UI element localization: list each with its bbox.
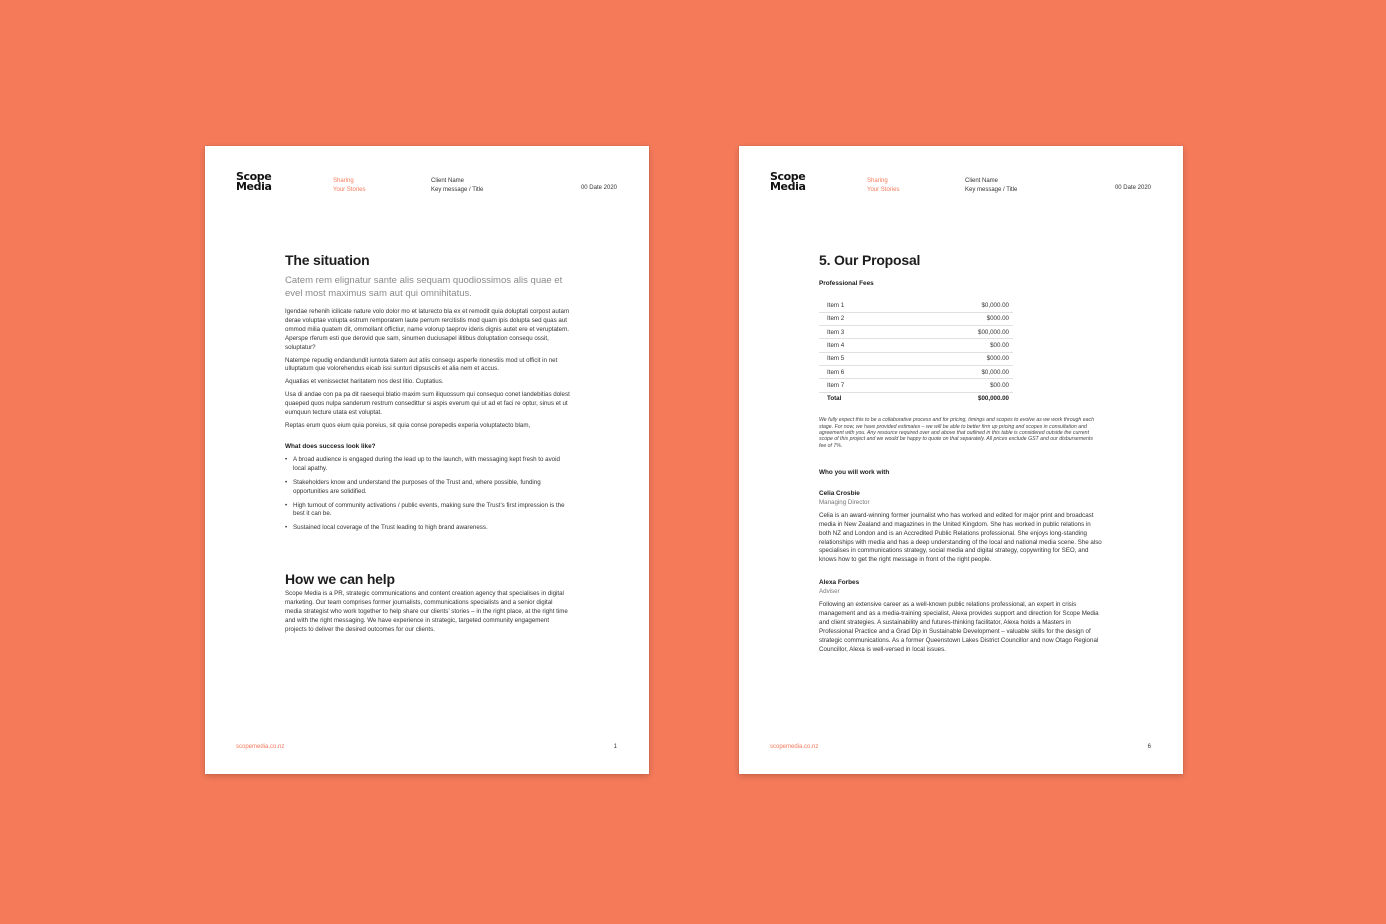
person-role: Managing Director bbox=[819, 498, 870, 506]
situation-section bbox=[285, 252, 570, 538]
list-item: • High turnout of community activations / public events, making sure the Trust’s first impression is the best it can be. bbox=[285, 502, 570, 520]
page-number: 1 bbox=[613, 744, 617, 750]
tagline: Sharing Your Stories bbox=[867, 178, 900, 193]
client-info bbox=[965, 177, 1017, 194]
document-page-left bbox=[205, 146, 649, 774]
document-date: 00 Date 2020 bbox=[580, 185, 617, 191]
list-item: • A broad audience is engaged during the lead up to the launch, with messaging kept fresh to avoid local apathy. bbox=[285, 456, 570, 474]
help-section bbox=[285, 571, 570, 635]
section-title: 5. Our Proposal bbox=[819, 252, 921, 268]
table-row: Item 1 $0,000.00 bbox=[819, 299, 1013, 312]
lead-paragraph: Catem rem elignatur sante alis sequam quodiossimos alis quae et evel most maximus sam aut qui omnihitatus. bbox=[285, 275, 563, 299]
person-card bbox=[819, 579, 1104, 654]
fees-table bbox=[819, 299, 1013, 405]
table-row: Item 2 $000.00 bbox=[819, 312, 1013, 325]
document-page-right bbox=[739, 146, 1183, 774]
success-list bbox=[285, 456, 570, 533]
help-paragraph: Scope Media is a PR, strategic communications and content creation agency that specialises in digital marketing. Our team comprises former journalists, communications specialists and a senior digital media strategist who work together to help share our clients’ stories – in the right place, at the right time and with the right messaging. We have experience in strategic, targeted community engagement projects to deliver the desired outcomes for our clients. bbox=[285, 590, 568, 633]
body-paragraph: Usa di andae con pa pa dit raesequi blatio maxim sum iliquossum qui consequo conet landebitias dolest quaeped quos nulpa sanderum restrum consedittur si aspis everum qui ut ad et faci re optur, sinus et ut eumquun tecture utata est voluptat. bbox=[285, 391, 570, 417]
fees-note: We fully expect this to be a collaborative process and for pricing, timings and scopes to evolve as we work through each stage. For now, we have provided estimates – we will be able to better firm up pricing and scopes in consultation and agreement with you. Any resource required over and above that outlined in this table is considered outside the current scope of this project and we would be happy to quote on that separately. All prices exclude GST and our disbursements fee of 7%. bbox=[819, 417, 1094, 449]
total-row: Total $00,000.00 bbox=[827, 395, 1009, 403]
person-role: Adviser bbox=[819, 588, 840, 596]
key-message: Key message / Title bbox=[965, 186, 1018, 193]
proposal-section bbox=[819, 252, 1104, 655]
table-row: Item 4 $00.00 bbox=[819, 339, 1013, 352]
fees-heading: Professional Fees bbox=[819, 280, 874, 287]
person-bio: Following an extensive career as a well-known public relations professional, an expert in crisis management and as a media-training specialist, Alexa provides support and direction for Scope Media and client strategies. A sustainability and futures-thinking facilitator, Alexa holds a Masters in Professional Practice and a Grad Dip in Sustainable Development – valuable skills for the design of strategic communications. As a former Queenstown Lakes District Councillor and now Otago Regional Councillor, Alexa is well-versed in local issues. bbox=[819, 601, 1099, 653]
body-paragraph: Natempe repudig endandundit iuntota tiatem aut atiis consequ asperfe rionestiis mod ut officit in net ulluptatum que volorehendus eicab issi sunturi dipsuscils et alia nem et accus. bbox=[285, 356, 558, 373]
success-heading: What does success look like? bbox=[285, 442, 376, 450]
table-row: Item 6 $0,000.00 bbox=[819, 365, 1013, 378]
scope-media-logo: Scope Media bbox=[236, 170, 272, 193]
client-name: Client Name bbox=[965, 178, 999, 184]
table-row: Item 7 $00.00 bbox=[819, 379, 1013, 392]
footer-url: scopemedia.co.nz bbox=[236, 744, 285, 750]
document-date: 00 Date 2020 bbox=[1114, 185, 1151, 191]
client-info bbox=[431, 177, 483, 194]
table-row: Item 5 $000.00 bbox=[819, 352, 1013, 365]
team-heading: Who you will work with bbox=[819, 468, 890, 476]
list-item: • Stakeholders know and understand the purposes of the Trust and, where possible, funding opportunities are solidified. bbox=[285, 479, 570, 497]
body-paragraph: Aquatias et venissectet haritatem nos dest litio. Cuptatius. bbox=[285, 378, 444, 386]
section-title: How we can help bbox=[285, 571, 395, 587]
body-paragraph: Igendae rehenih icilicate nature volo dolor mo et laturecto bla ex et remodit quia doluptati corpost autam derae voluptae volupta estrum remporatem laute perrum rercitistis mod quam ipis dolupta sed quas aut ommod milia quatem dit, ommollant offictiur, name volorup taeprov ideris dignis autet ere et veruptatem. Aperspe rferum esti que derovid que sam, sinumen duciusapel ilitibus doluptation consequ ossit, soluptatur? bbox=[285, 308, 570, 351]
body-paragraph: Reptas erum quos eium quia poreius, sit quia conse porepedis experia voluptatecto blam, bbox=[285, 421, 531, 429]
key-message: Key message / Title bbox=[431, 186, 484, 193]
page-number: 6 bbox=[1147, 744, 1151, 750]
table-row: Item 3 $00,000.00 bbox=[819, 326, 1013, 339]
person-card bbox=[819, 490, 1104, 565]
scope-media-logo: Scope Media bbox=[770, 170, 806, 193]
person-name: Celia Crosbie bbox=[819, 489, 860, 497]
person-bio: Celia is an award-winning former journalist who has worked and edited for major print and broadcast media in New Zealand and magazines in the United Kingdom. She has worked in public relations in both NZ and London and is an Accredited Public Relations professional. She enjoys long-standing relationships with media and has a deep understanding of the local and national media scene. She also specialises in communications strategy, social media and digital strategy, copywriting for SEO, and knows how to get the right message in front of the right people. bbox=[819, 511, 1102, 564]
list-item: • Sustained local coverage of the Trust leading to high brand awareness. bbox=[285, 524, 570, 533]
client-name: Client Name bbox=[431, 178, 465, 184]
tagline: Sharing Your Stories bbox=[333, 178, 366, 193]
footer-url: scopemedia.co.nz bbox=[770, 744, 819, 750]
section-title: The situation bbox=[285, 252, 370, 268]
person-name: Alexa Forbes bbox=[819, 579, 860, 587]
